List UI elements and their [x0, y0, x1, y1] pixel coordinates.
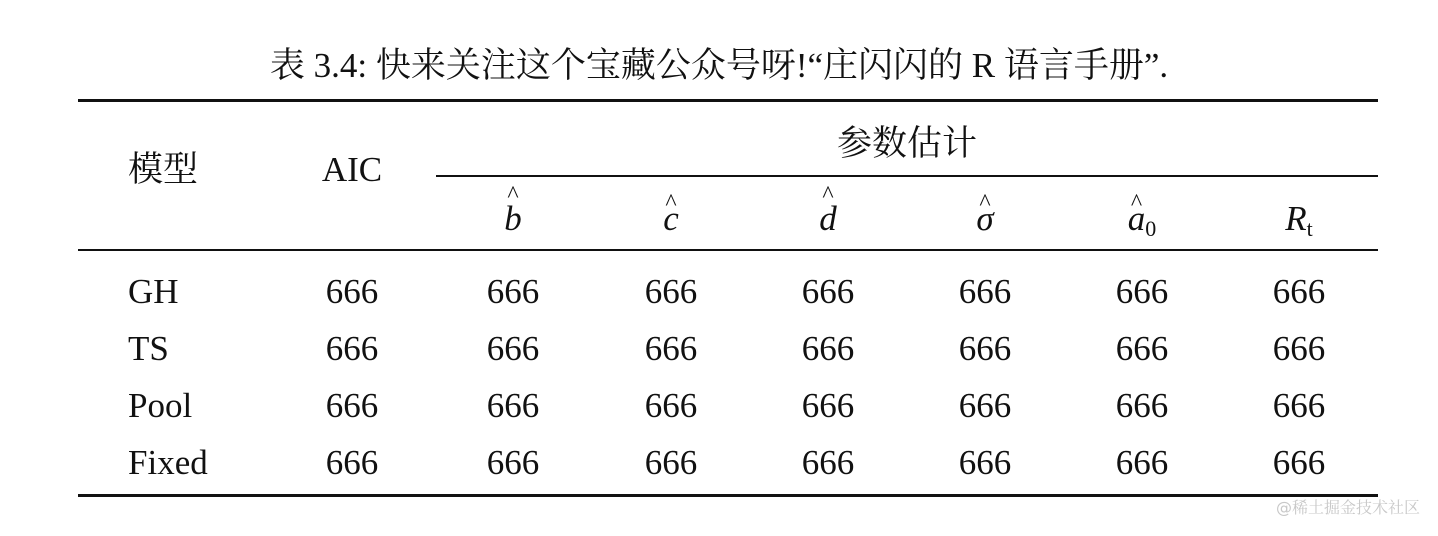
header-param: ^ c — [663, 199, 679, 239]
table-caption: 表 3.4: 快来关注这个宝藏公众号呀!“庄闪闪的 R 语言手册”. — [269, 46, 1169, 85]
table-cell: 666 — [325, 443, 379, 482]
table-cell: 666 — [801, 272, 855, 311]
header-rule — [78, 249, 1378, 251]
table-cell: 666 — [486, 329, 540, 368]
table-cell: 666 — [958, 272, 1012, 311]
table-cell: 666 — [958, 329, 1012, 368]
header-param: ^ d — [819, 199, 837, 239]
table-cell: 666 — [1272, 386, 1326, 425]
table-cell: 666 — [325, 329, 379, 368]
row-model-name: Pool — [128, 386, 193, 425]
table-cell: 666 — [325, 386, 379, 425]
header-parameter-estimates: 参数估计 — [836, 124, 978, 163]
table-cell: 666 — [486, 272, 540, 311]
header-param: $R_t$ — [1285, 199, 1313, 241]
table-cell: 666 — [801, 329, 855, 368]
table-cell: 666 — [644, 386, 698, 425]
table-cell: 666 — [958, 443, 1012, 482]
group-rule — [436, 175, 1378, 177]
table-cell: 666 — [486, 386, 540, 425]
table-cell: 666 — [644, 329, 698, 368]
table-cell: 666 — [486, 443, 540, 482]
header-model: 模型 — [128, 150, 199, 189]
bottom-rule — [78, 494, 1378, 497]
table-cell: 666 — [1115, 329, 1169, 368]
table-cell: 666 — [1272, 272, 1326, 311]
table-cell: 666 — [801, 443, 855, 482]
table-cell: 666 — [644, 443, 698, 482]
row-model-name: TS — [128, 329, 169, 368]
header-aic: AIC — [321, 150, 383, 189]
row-model-name: Fixed — [128, 443, 208, 482]
table-cell: 666 — [1272, 329, 1326, 368]
header-param: ^ b — [504, 199, 522, 239]
table-cell: 666 — [1115, 443, 1169, 482]
table-cell: 666 — [644, 272, 698, 311]
table-cell: 666 — [801, 386, 855, 425]
row-model-name: GH — [128, 272, 179, 311]
table-cell: 666 — [1272, 443, 1326, 482]
header-param: ^ $a_0$ — [1128, 199, 1157, 249]
top-rule — [78, 99, 1378, 102]
watermark: @稀土掘金技术社区 — [1275, 498, 1420, 517]
table-cell: 666 — [958, 386, 1012, 425]
table-cell: 666 — [325, 272, 379, 311]
table-cell: 666 — [1115, 272, 1169, 311]
header-param: ^ σ — [976, 199, 993, 239]
table-cell: 666 — [1115, 386, 1169, 425]
